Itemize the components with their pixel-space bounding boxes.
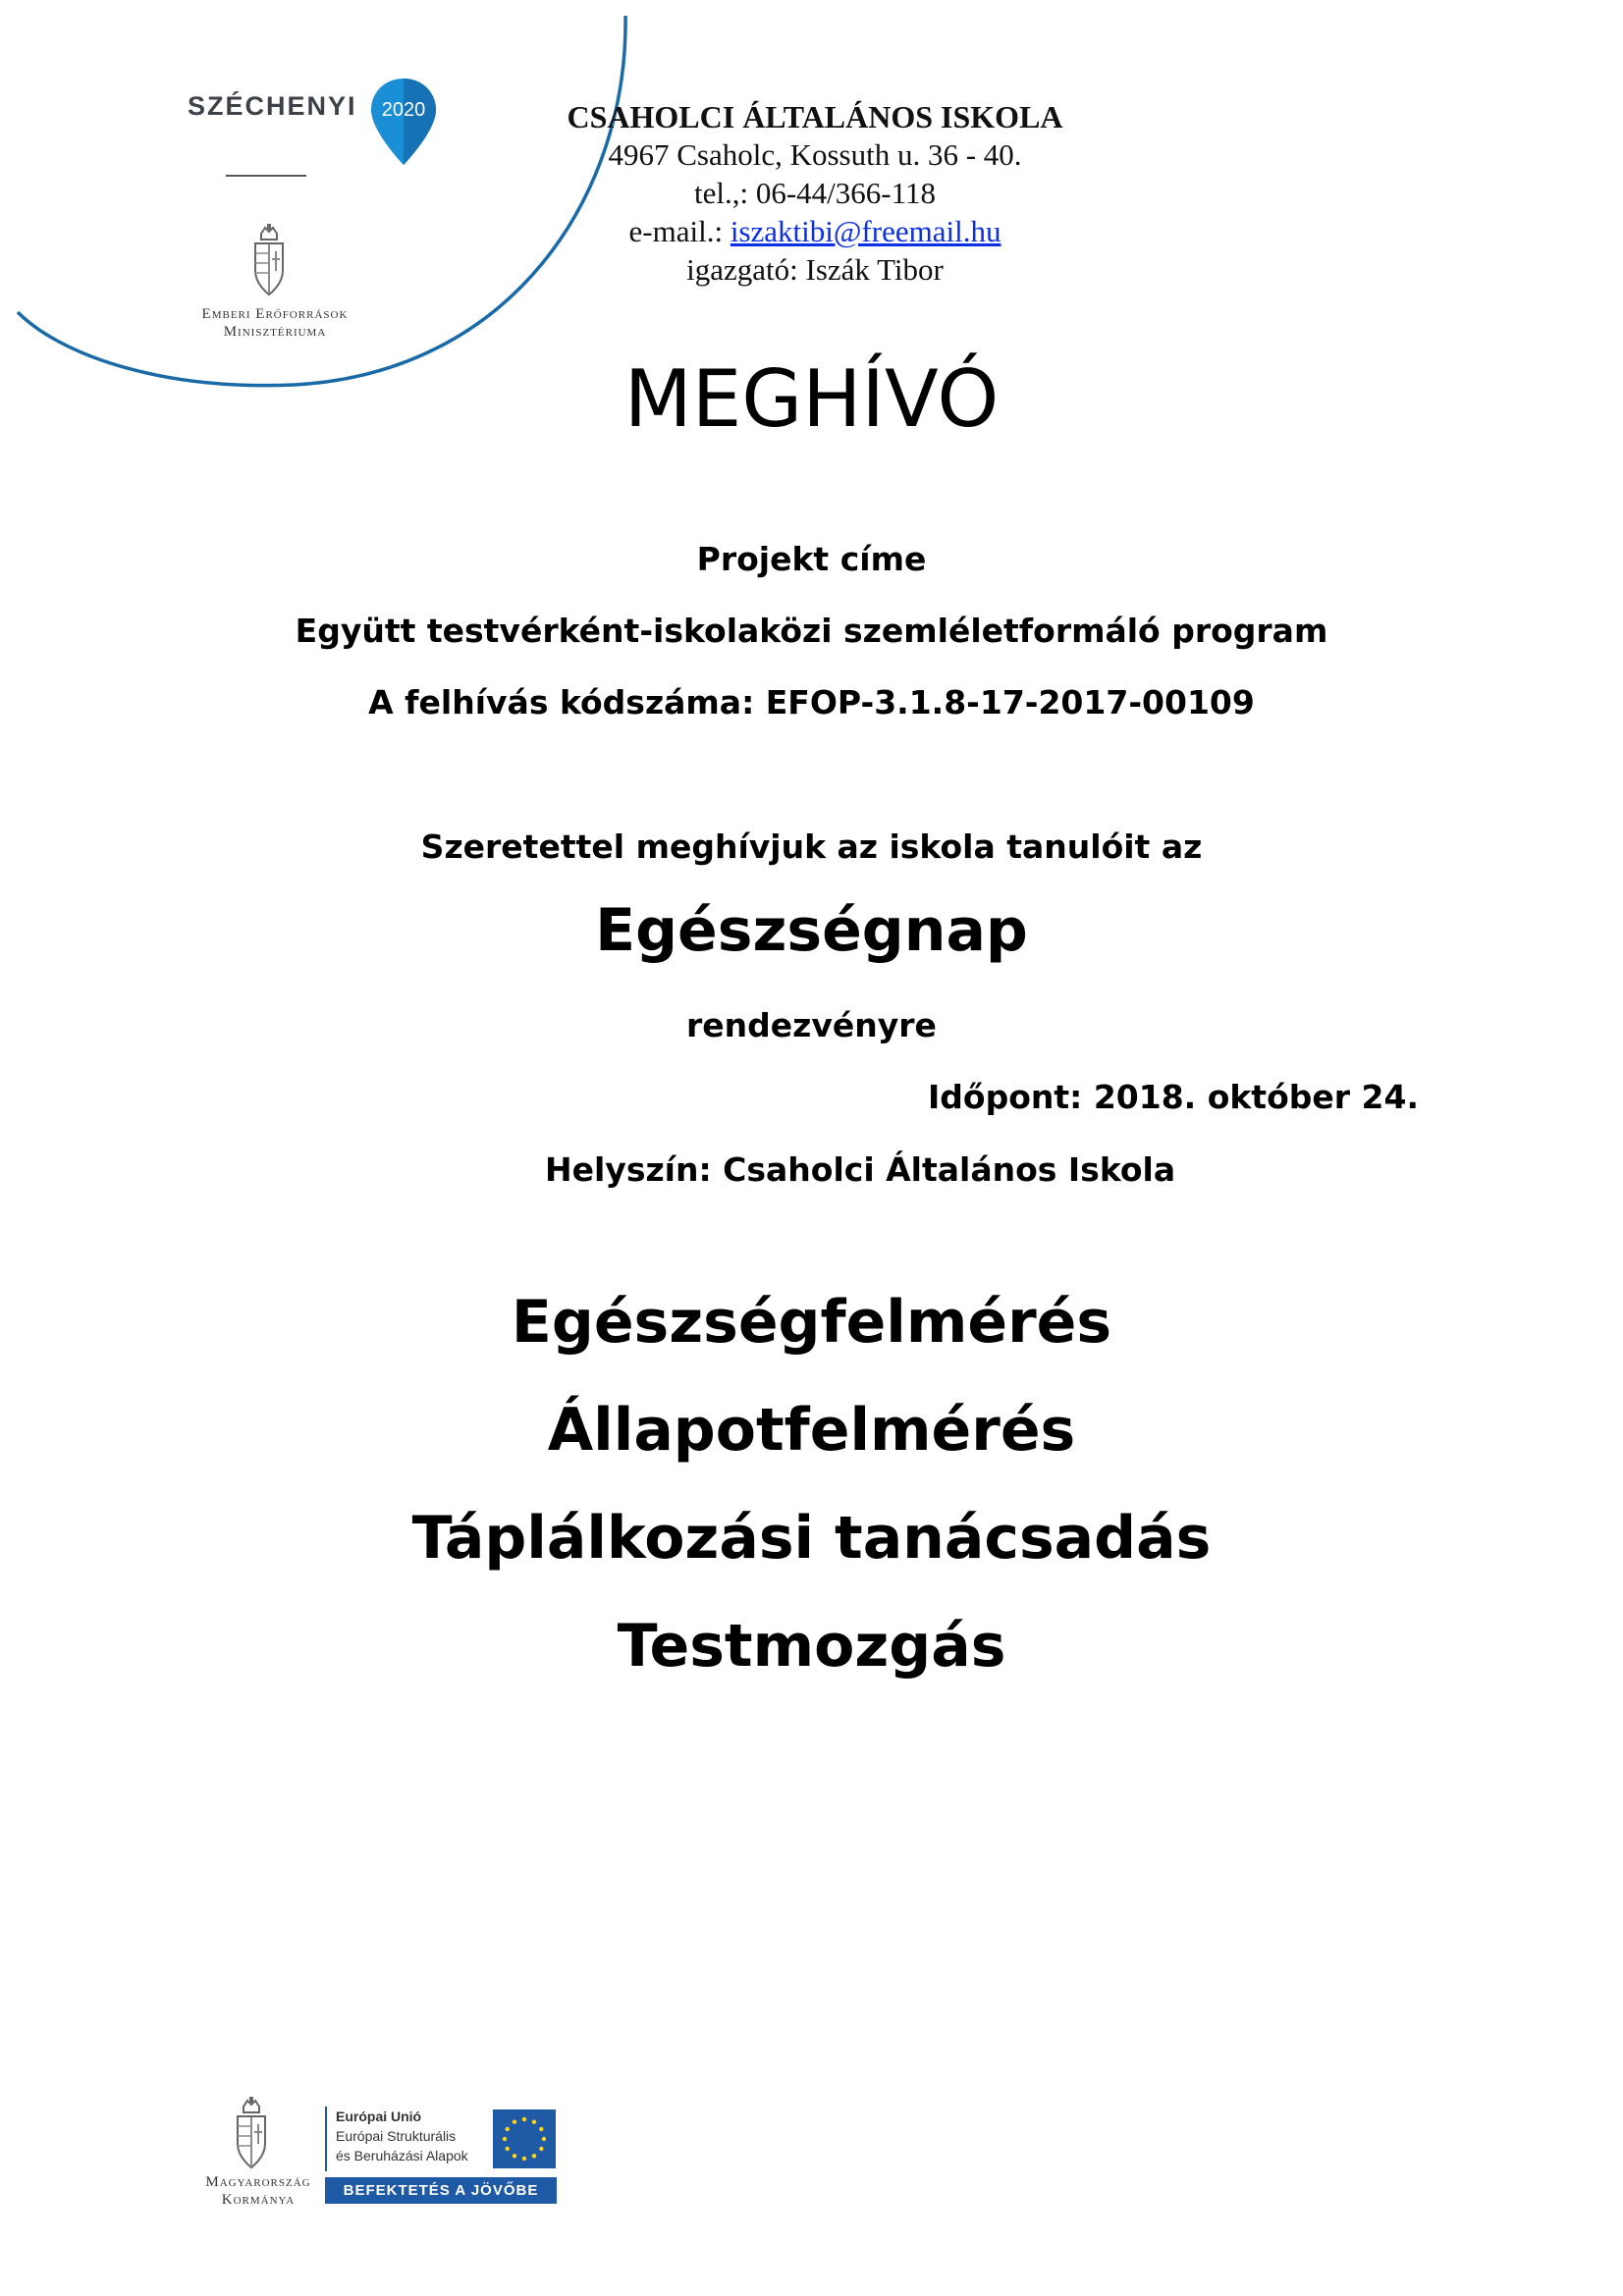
school-email-row — [530, 214, 1100, 249]
program-item: Testmozgás — [617, 1612, 1006, 1681]
project-title: Együtt testvérként-iskolaközi szemléletformáló program — [295, 612, 1328, 650]
government-line1: Magyarország — [205, 2174, 311, 2190]
eu-line1: Európai Unió — [336, 2109, 422, 2124]
ministry-name-line1: Emberi Erőforrások — [201, 306, 349, 322]
document-title: MEGHÍVÓ — [623, 353, 1000, 445]
school-phone: tel.,: 06-44/366-118 — [694, 176, 936, 210]
eu-slogan-banner: BEFEKTETÉS A JÖVŐBE — [325, 2177, 557, 2204]
eu-flag-icon — [493, 2109, 556, 2168]
government-coat-of-arms-icon — [232, 2097, 271, 2171]
hungarian-coat-of-arms-icon — [249, 224, 289, 298]
program-item: Állapotfelmérés — [547, 1396, 1076, 1465]
szechenyi-wordmark: SZÉCHENYI — [188, 91, 357, 121]
eu-line2: Európai Strukturális — [336, 2128, 457, 2144]
event-date: Időpont: 2018. október 24. — [928, 1078, 1419, 1116]
location-pin-icon — [369, 77, 438, 167]
government-line2: Kormánya — [221, 2192, 296, 2208]
email-link[interactable]: iszaktibi@freemail.hu — [730, 214, 1001, 248]
school-address: 4967 Csaholc, Kossuth u. 36 - 40. — [608, 137, 1022, 172]
eu-divider — [325, 2107, 327, 2171]
logo-divider — [226, 175, 306, 177]
program-item: Táplálkozási tanácsadás — [411, 1504, 1212, 1573]
email-label: e-mail.: — [628, 214, 730, 248]
program-item: Egészségfelmérés — [511, 1288, 1112, 1357]
event-name: Egészségnap — [595, 896, 1028, 965]
ministry-name-line2: Minisztériuma — [223, 324, 327, 340]
call-code: A felhívás kódszáma: EFOP-3.1.8-17-2017-00109 — [368, 683, 1255, 721]
invitation-intro: Szeretettel meghívjuk az iskola tanulóit az — [420, 828, 1203, 866]
logo-year: 2020 — [381, 99, 426, 121]
event-suffix: rendezvényre — [686, 1006, 937, 1044]
event-venue: Helyszín: Csaholci Általános Iskola — [545, 1150, 1176, 1189]
eu-line3: és Beruházási Alapok — [336, 2148, 468, 2163]
school-director: igazgató: Iszák Tibor — [686, 252, 944, 287]
school-name: CSAHOLCI ÁLTALÁNOS ISKOLA — [567, 99, 1063, 134]
project-heading: Projekt címe — [696, 540, 927, 578]
